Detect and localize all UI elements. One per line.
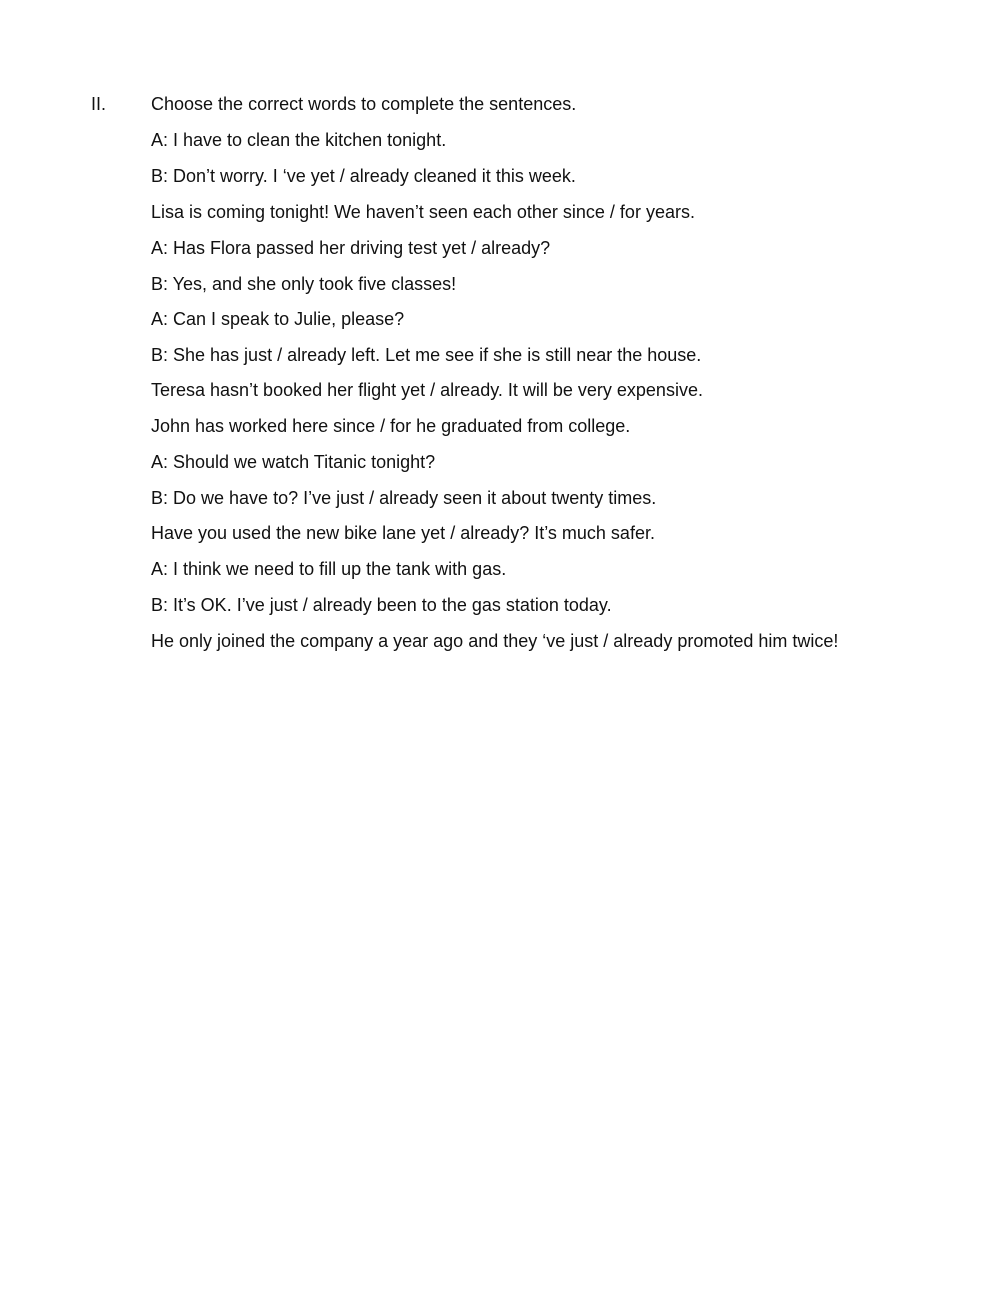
- item-text-line: A: Has Flora passed her driving test yet / already?: [151, 238, 551, 258]
- item-text-line: Teresa hasn’t booked her flight yet / already. It will be very expensive.: [151, 380, 703, 400]
- item-text-line: B: Yes, and she only took five classes!: [151, 274, 457, 294]
- item-text-line: A: Can I speak to Julie, please?: [151, 309, 405, 329]
- item-text-line: B: It’s OK. I’ve just / already been to the gas station today.: [151, 595, 612, 615]
- section-instruction: Choose the correct words to complete the sentences.: [151, 94, 577, 114]
- item-text-line: A: Should we watch Titanic tonight?: [151, 452, 436, 472]
- item-text-line: He only joined the company a year ago and they ‘ve just / already promoted him twice!: [151, 631, 839, 651]
- item-text-line: B: She has just / already left. Let me see if she is still near the house.: [151, 345, 702, 365]
- section-numeral: II.: [91, 94, 107, 114]
- item-text-line: Lisa is coming tonight! We haven’t seen each other since / for years.: [151, 202, 695, 222]
- item-text-line: B: Don’t worry. I ‘ve yet / already cleaned it this week.: [151, 166, 576, 186]
- item-text-line: A: I have to clean the kitchen tonight.: [151, 130, 447, 150]
- item-text-line: Have you used the new bike lane yet / already? It’s much safer.: [151, 523, 655, 543]
- item-text-line: A: I think we need to fill up the tank with gas.: [151, 559, 507, 579]
- item-text-line: B: Do we have to? I’ve just / already seen it about twenty times.: [151, 488, 657, 508]
- item-text-line: John has worked here since / for he graduated from college.: [151, 416, 631, 436]
